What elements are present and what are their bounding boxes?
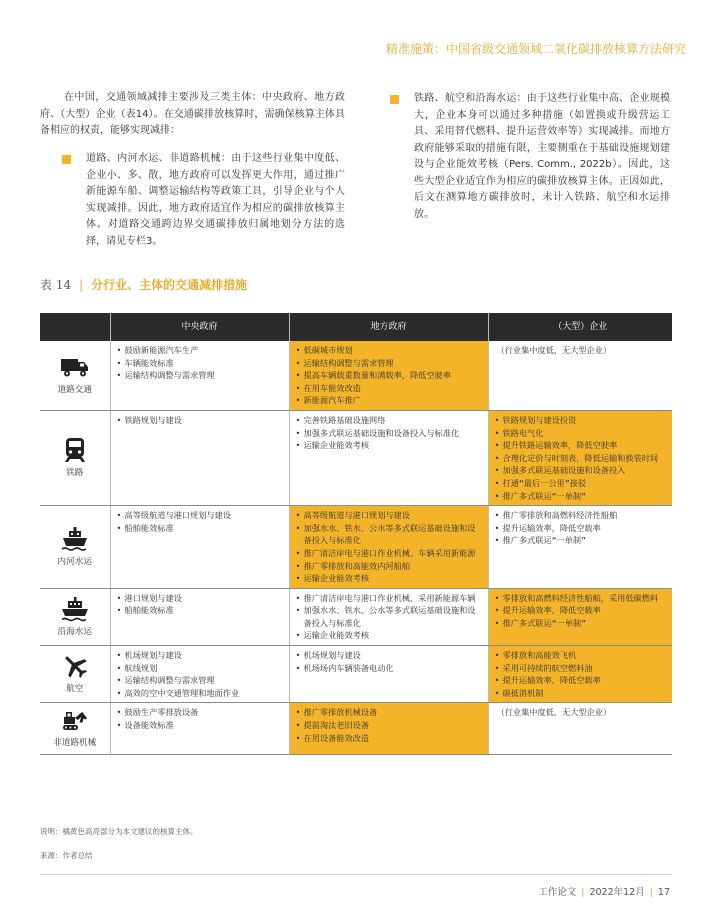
measure-item: • 推广零排放机械设备	[295, 706, 483, 719]
central-measures-cell	[110, 703, 289, 755]
sector-cell	[40, 588, 110, 645]
measure-item: • 推广多式联运“一单制”	[494, 490, 668, 503]
measure-list	[116, 414, 284, 427]
measure-list	[494, 414, 668, 502]
measure-item: • 鼓励新能源汽车生产	[116, 344, 284, 357]
header-local: 地方政府	[289, 313, 488, 341]
sector-label: 航空	[66, 683, 84, 694]
sector-label: 铁路	[66, 467, 84, 478]
measure-item: • 推广多式联运“一单制”	[494, 617, 668, 630]
measure-list	[295, 649, 483, 674]
local-measures-cell	[289, 703, 488, 755]
footer-date: 2022年12月	[589, 887, 645, 898]
measure-item: • 加强水水、铁水、公水等多式联运基础设施和设备投入与标准化	[295, 522, 483, 547]
header-central: 中央政府	[110, 313, 289, 341]
ship-icon	[60, 526, 90, 552]
table-row	[40, 410, 672, 505]
measure-item: • 采用可持续的航空燃料油	[494, 662, 668, 675]
measure-list	[116, 649, 284, 699]
caption-separator: |	[79, 277, 84, 292]
measure-item: • 加强水水、铁水、公水等多式联运基础设施和设备投入与标准化	[295, 604, 483, 629]
central-measures-cell	[110, 410, 289, 505]
sector-label: 内河水运	[57, 556, 92, 567]
sector-cell	[40, 646, 110, 703]
sector-label: 道路交通	[57, 385, 92, 396]
enterprise-measures-cell	[488, 341, 672, 410]
measure-list	[494, 592, 668, 630]
table-caption	[40, 276, 247, 293]
footer-page-number: 17	[657, 887, 670, 898]
measure-item: • 推广多式联运“一单制”	[494, 534, 668, 547]
enterprise-measures-cell	[488, 410, 672, 505]
measure-item: • 提高车辆载重数量和满载率，降低空驶率	[295, 369, 483, 382]
measure-item: • 完善铁路基础设施网络	[295, 414, 483, 427]
measure-item: • 提升运输效率，降低空载率	[494, 604, 668, 617]
running-header: 精准施策：中国省级交通领域二氧化碳排放核算方法研究	[385, 42, 686, 56]
local-measures-cell	[289, 506, 488, 589]
measure-list	[116, 509, 284, 534]
measure-item: • 机场场内车辆装备电动化	[295, 662, 483, 675]
measure-list	[494, 509, 668, 547]
measures-table	[40, 313, 672, 755]
table-note: 说明：橘黄色高亮部分为本文建议的核算主体。	[40, 827, 198, 836]
table-title: 分行业、主体的交通减排措施	[91, 278, 248, 292]
enterprise-measures-cell	[488, 506, 672, 589]
measure-item: • 碳抵消机制	[494, 687, 668, 700]
measure-item: • 在用车能效改造	[295, 382, 483, 395]
measure-item: • 推广零排放和高能效内河船舶	[295, 560, 483, 573]
measure-item: • 运输企业能效考核	[295, 439, 483, 452]
measure-item: • 运输企业能效考核	[295, 629, 483, 642]
measure-item: • 高等级航道与港口规划与建设	[295, 509, 483, 522]
table-row	[40, 588, 672, 645]
measure-item: • 船舶能效标准	[116, 604, 284, 617]
airplane-icon	[60, 653, 90, 679]
measure-item: • 推广清洁岸电与港口作业机械、采用新能源车辆	[295, 592, 483, 605]
measure-list	[295, 344, 483, 407]
enterprise-note: （行业集中度低，无大型企业）	[496, 707, 612, 718]
page-footer: 工作论文 | 2022年12月 | 17	[538, 887, 670, 898]
sector-cell	[40, 703, 110, 755]
bullet-text: 铁路、航空和沿海水运：由于这些行业集中高、企业规模大，企业本身可以通过多种措施（如置换或升级营运工具、采用替代燃料、提升运营效率等）实现减排。而地方政府能够采取的措施有限，主要侧重在于基础设施规划建设与企业能效考核（Pers. Comm., 2022b）。因此，这些大型企业适宜作为相应的碳排放核算主体。正因如此，后文在测算地方碳排放时，未计入铁路、航空和水运排放。	[414, 93, 670, 220]
measure-item: • 铁路电气化	[494, 427, 668, 440]
measure-item: • 合理化定价与时刻表，降低运输和换装时间	[494, 452, 668, 465]
central-measures-cell	[110, 341, 289, 410]
enterprise-measures-cell	[488, 646, 672, 703]
bullet-road-river	[62, 151, 345, 250]
bullet-rail-air-coastal	[390, 91, 670, 223]
local-measures-cell	[289, 410, 488, 505]
measure-list	[295, 414, 483, 452]
sector-cell	[40, 410, 110, 505]
measure-item: • 运输结构调整与需求管理	[116, 674, 284, 687]
measure-item: • 加强多式联运基础设施和设备投入与标准化	[295, 427, 483, 440]
measure-list	[116, 592, 284, 617]
table-row	[40, 703, 672, 755]
measure-item: • 船舶能效标准	[116, 522, 284, 535]
excavator-icon	[60, 707, 90, 733]
central-measures-cell	[110, 646, 289, 703]
measure-item: • 零排放和高燃料经济性船舶，采用低碳燃料	[494, 592, 668, 605]
truck-icon	[60, 354, 90, 380]
central-measures-cell	[110, 588, 289, 645]
enterprise-note: （行业集中度低，无大型企业）	[496, 345, 612, 355]
measure-item: • 打通“最后一公里”接驳	[494, 477, 668, 490]
measure-item: • 运输企业能效考核	[295, 572, 483, 585]
measure-item: • 新能源汽车推广	[295, 394, 483, 407]
sector-label: 非道路机械	[53, 738, 97, 749]
measure-item: • 港口规划与建设	[116, 592, 284, 605]
table-row	[40, 646, 672, 703]
intro-paragraph: 在中国，交通领域减排主要涉及三类主体：中央政府、地方政府、（大型）企业（表14）。在交通碳排放核算时，需确保核算主体具备相应的权责，能够实现减排：	[40, 92, 345, 136]
sector-cell	[40, 341, 110, 410]
local-measures-cell	[289, 588, 488, 645]
sector-label: 沿海水运	[57, 626, 92, 637]
measure-item: • 运输结构调整与需求管理	[116, 369, 284, 382]
measure-item: • 机场规划与建设	[295, 649, 483, 662]
measure-item: • 运输结构调整与需求管理	[295, 357, 483, 370]
measure-list	[116, 344, 284, 382]
table-number: 表 14	[40, 278, 72, 292]
measure-item: • 高效的空中交通管理和地面作业	[116, 687, 284, 700]
measure-item: • 提前淘汰老旧设备	[295, 719, 483, 732]
table-row	[40, 506, 672, 589]
measure-item: • 航线规划	[116, 662, 284, 675]
local-measures-cell	[289, 646, 488, 703]
measure-item: • 提升运输效率，降低空载率	[494, 522, 668, 535]
measure-item: • 推广清洁岸电与港口作业机械、车辆采用新能源	[295, 547, 483, 560]
bullet-square-icon	[390, 95, 399, 104]
measure-item: • 加强多式联运基础设施和设备投入	[494, 464, 668, 477]
enterprise-measures-cell	[488, 703, 672, 755]
header-sector	[40, 313, 110, 341]
table-source: 来源：作者总结	[40, 851, 93, 860]
measure-item: • 零排放和高能效飞机	[494, 649, 668, 662]
measure-list	[295, 509, 483, 585]
bullet-square-icon	[62, 155, 71, 164]
table-row	[40, 341, 672, 410]
cargo-ship-icon	[60, 596, 90, 622]
measure-item: • 在用设备能效改造	[295, 732, 483, 745]
measure-item: • 铁路规划与建设	[116, 414, 284, 427]
measure-list	[116, 706, 284, 731]
enterprise-measures-cell	[488, 588, 672, 645]
measure-list	[295, 592, 483, 642]
header-enterprise: （大型）企业	[488, 313, 672, 341]
sector-cell	[40, 506, 110, 589]
measure-item: • 鼓励生产零排放设备	[116, 706, 284, 719]
measure-item: • 铁路规划与建设投资	[494, 414, 668, 427]
measure-item: • 设备能效标准	[116, 719, 284, 732]
measure-list	[494, 649, 668, 699]
table-header-row	[40, 313, 672, 341]
measure-item: • 机场规划与建设	[116, 649, 284, 662]
bullet-text: 道路、内河水运、非道路机械：由于这些行业集中度低、企业小、多、散，地方政府可以发挥更大作用，通过推广新能源车船、调整运输结构等政策工具，引导企业与个人实现减排。因此，地方政府适宜作为相应的碳排放核算主体。对道路交通跨边界交通碳排放归属地划分方法的选择，请见专栏3。	[86, 153, 345, 247]
measure-item: • 推广零排放和高燃料经济性船舶	[494, 509, 668, 522]
footer-divider	[40, 874, 672, 875]
train-icon	[60, 437, 90, 463]
footer-doc-type: 工作论文	[538, 887, 577, 898]
measure-item: • 低碳城市规划	[295, 344, 483, 357]
measure-item: • 高等级航道与港口规划与建设	[116, 509, 284, 522]
central-measures-cell	[110, 506, 289, 589]
measure-list	[295, 706, 483, 744]
local-measures-cell	[289, 341, 488, 410]
measure-item: • 提升运输效率，降低空载率	[494, 674, 668, 687]
measure-item: • 车辆能效标准	[116, 357, 284, 370]
measure-item: • 提升铁路运输效率，降低空驶率	[494, 439, 668, 452]
